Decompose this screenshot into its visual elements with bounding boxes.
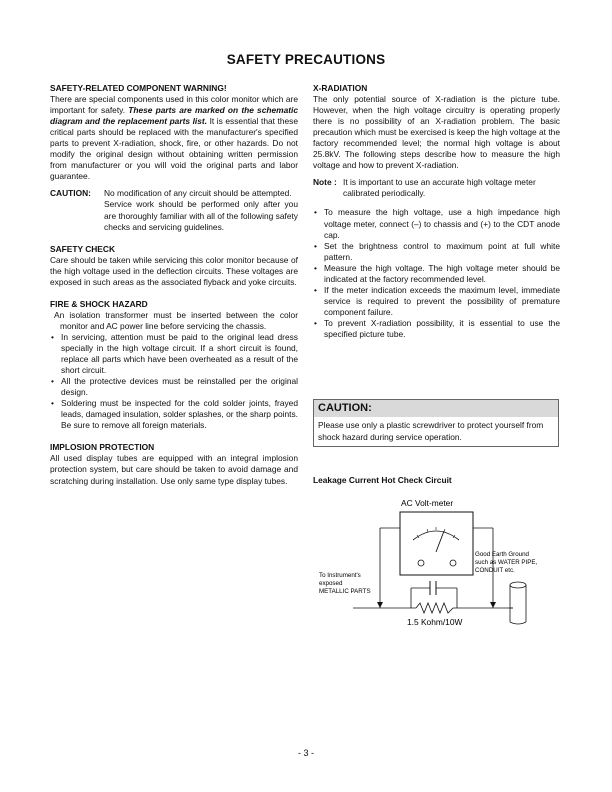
caution-box-title: CAUTION: <box>314 400 558 417</box>
resistor-label: 1.5 Kohm/10W <box>407 617 463 627</box>
list-item: • To measure the high voltage, use a high impedance high voltage meter, connect (–) to chassis and (+) to the CDT anode cap. <box>313 207 560 240</box>
list-item: • Set the brightness control to maximum point at full white pattern. <box>313 241 560 263</box>
bullet-list <box>313 207 560 340</box>
meter-terminal <box>418 560 424 566</box>
circuit-title: Leakage Current Hot Check Circuit <box>313 475 452 485</box>
section-heading: X-RADIATION <box>313 83 368 93</box>
list-item: • If the meter indication exceeds the maximum level, immediate service is required to prevent the possibility of premature component failure. <box>313 285 560 318</box>
list-item: • In servicing, attention must be paid to the original lead dress specially in the high voltage circuit. If a short circuit is found, replace all parts which have been overheated as a result of the short circuit. <box>50 332 298 376</box>
list-item: • Measure the high voltage. The high voltage meter should be indicated at the factory recommended level. <box>313 263 560 285</box>
instrument-label: METALLIC PARTS <box>319 588 371 595</box>
volt-meter-box <box>400 512 473 575</box>
list-item: • Soldering must be inspected for the cold solder joints, frayed leads, damaged insulation, solder splashes, or the sharp points. Be sure to remove all foreign materials. <box>50 398 298 431</box>
caution-line: Service work should be performed only after you are thoroughly familiar with all of the following safety checks and servicing guidelines. <box>104 199 298 232</box>
section-safety-check <box>50 244 298 288</box>
section-heading: IMPLOSION PROTECTION <box>50 442 155 453</box>
caution-label: CAUTION: <box>50 188 91 199</box>
note <box>313 177 560 199</box>
bullet-list <box>50 332 298 431</box>
list-item: • To prevent X-radiation possibility, it is essential to use the specified picture tube. <box>313 318 560 340</box>
caution-line: No modification of any circuit should be attempted. <box>104 188 292 199</box>
ground-label: CONDUIT etc. <box>475 567 515 574</box>
leakage-circuit-diagram <box>313 490 563 640</box>
ground-pipe-top <box>510 582 526 588</box>
section-heading: SAFETY-RELATED COMPONENT WARNING! <box>50 83 227 93</box>
ground-label: Good Earth Ground <box>475 551 530 558</box>
section-component-warning <box>50 83 298 233</box>
note-label: Note : <box>313 177 337 188</box>
meter-needle <box>436 531 444 552</box>
section-body: Care should be taken while servicing this color monitor because of the high voltage used in the deflection circuits. These voltages are exposed in such areas as the associated flyback and yoke circuits. <box>50 254 298 287</box>
list-item: • All the protective devices must be reinstalled per the original design. <box>50 376 298 398</box>
page-number: - 3 - <box>297 748 314 758</box>
section-heading: SAFETY CHECK <box>50 243 115 254</box>
section-intro: An isolation transformer must be inserted between the color monitor and AC power line before servicing the chassis. <box>54 309 298 331</box>
section-body: All used display tubes are equipped with an integral implosion protection system, but care should be taken to avoid damage and scratching during installation. Use only same type display tubes. <box>50 453 298 486</box>
section-body: The only potential source of X-radiation is the picture tube. However, when the high voltage circuitry is operating properly there is no possibility of an X-radiation problem. The basic precaution which must be exercised is keep the high voltage at the factory recommended level; the normal high voltage is about 25.8kV. The following steps describe how to measure the high voltage and how to prevent X-radiation. <box>313 94 560 171</box>
section-heading: FIRE & SHOCK HAZARD <box>50 298 148 309</box>
section-fire-shock <box>50 299 298 432</box>
ground-label: such as WATER PIPE, <box>475 559 538 566</box>
meter-label: AC Volt-meter <box>401 498 454 508</box>
meter-terminal <box>450 560 456 566</box>
section-body: There are special components used in this color monitor which are important for safety. These parts are marked on the schematic diagram and the replacement parts list. It is essential that these critical parts should be replaced with the manufacturer's specified parts to prevent X-radiation, shock, fire, or other hazards. Do not modify the original design without obtaining written permission from manufacturer or you will void the original parts and labor guarantee. <box>50 94 299 182</box>
instrument-label: To Instrument's <box>319 572 361 579</box>
instrument-label: exposed <box>319 580 343 587</box>
section-implosion <box>50 442 298 486</box>
caution-box-body: Please use only a plastic screwdriver to protect yourself from shock hazard during service operation. <box>318 420 544 442</box>
meter-scale-arc <box>413 531 459 540</box>
page-title: SAFETY PRECAUTIONS <box>226 52 386 67</box>
resistor-symbol <box>416 603 453 613</box>
right-column <box>313 83 560 340</box>
note-body: It is important to use an accurate high voltage meter calibrated periodically. <box>343 177 536 199</box>
left-column <box>50 83 298 487</box>
caution-note <box>50 188 298 232</box>
section-x-radiation <box>313 83 560 340</box>
caution-box <box>313 399 559 447</box>
